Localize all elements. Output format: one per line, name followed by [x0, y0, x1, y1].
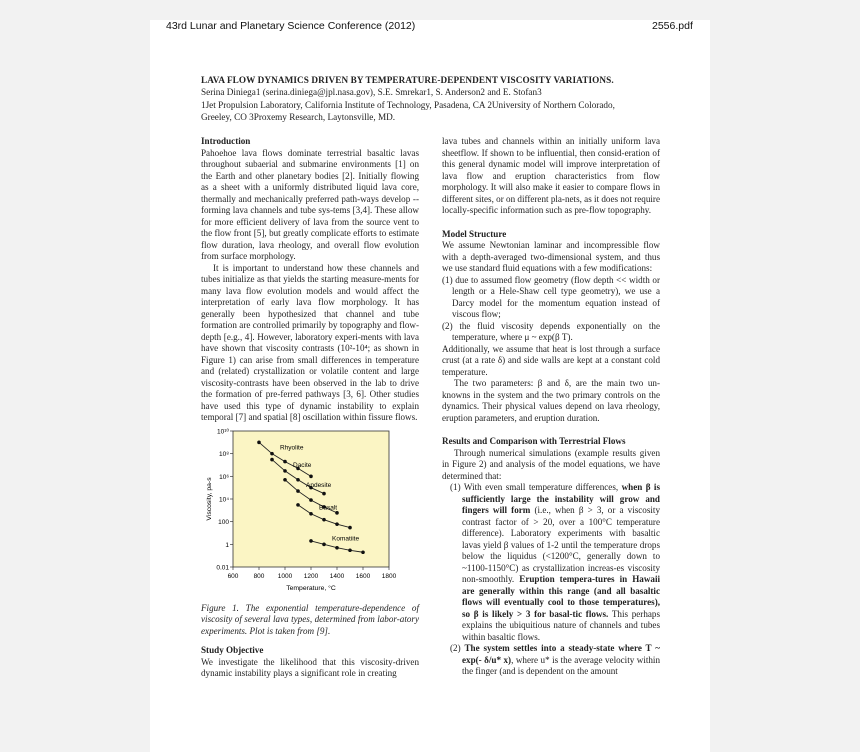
authors-line-2: 1Jet Propulsion Laboratory, California Institute of Technology, Pasadena, CA 2University of Northern Colorado,	[201, 99, 615, 110]
x-tick-label: 1400	[329, 572, 345, 580]
x-tick-label: 1000	[277, 572, 293, 580]
paper-title: LAVA FLOW DYNAMICS DRIVEN BY TEMPERATURE-DEPENDENT VISCOSITY VARIATIONS.	[201, 75, 614, 85]
x-axis-label: Temperature, °C	[286, 584, 336, 592]
data-point	[322, 491, 326, 495]
right-column	[442, 136, 660, 678]
result-1-body: (i.e., when β > 3, or a viscosity contrast factor of > 20, over a 100°C temperature difference). Laboratory experiments with basaltic lavas yield β values of 1-2 until the temperature drops below the liquidus (<1200°C, generally down to ~1100-1150°C) as crystallization increas-es viscosity non-smoothly.	[462, 505, 660, 584]
figure-1	[201, 427, 417, 603]
model-paragraph-1: We assume Newtonian laminar and incompressible flow with a depth-averaged two-dimensional system, and thus we use standard fluid equations with a few modifications:	[442, 240, 660, 273]
data-point	[296, 489, 300, 493]
result-2-lead: (2)	[450, 643, 465, 653]
y-tick-label: 10⁶	[219, 473, 229, 481]
figure-caption: Figure 1. The exponential temperature-dependence of viscosity of several lava types, determined from labor-atory experiments. Plot is taken from [9].	[201, 602, 419, 636]
data-point	[283, 477, 287, 481]
model-paragraph-2: Additionally, we assume that heat is lost through a surface crust (at a rate δ) and side walls are kept at a constant cold temperature.	[442, 343, 660, 377]
model-list-item-1: (1) due to assumed flow geometry (flow depth << width or length or a Hele-Shaw cell type geometry), we use a Darcy model for the momentum equation instead of viscous flow;	[442, 274, 660, 319]
data-point	[348, 525, 352, 529]
data-point	[309, 511, 313, 515]
results-heading: Results and Comparison with Terrestrial Flows	[442, 436, 626, 446]
conference-header: 43rd Lunar and Planetary Science Conference (2012)	[166, 20, 416, 32]
result-2-bold: The system settles into a steady-state where T ~ exp(- δ/u* x)	[462, 643, 660, 665]
x-tick-label: 1600	[355, 572, 371, 580]
data-point	[348, 548, 352, 552]
result-2-body: , where u* is the average velocity within the finger (and is dependent on the amount	[462, 654, 660, 676]
data-point	[283, 469, 287, 473]
authors-line-3: Greeley, CO 3Proxemy Research, Laytonsville, MD.	[201, 111, 396, 122]
data-point	[335, 522, 339, 526]
result-1-tail: This perhaps explains the ubiquitious nature of channels and tubes within basaltic flows.	[462, 608, 660, 642]
viscosity-chart	[201, 427, 417, 603]
series-label: Basalt	[319, 504, 338, 512]
result-item-2	[442, 643, 660, 678]
intro-heading: Introduction	[201, 136, 251, 146]
y-tick-label: 0.01	[216, 564, 229, 571]
x-tick-label: 1200	[303, 572, 319, 580]
data-point	[322, 517, 326, 521]
result-1-bold: when β is sufficiently large the instability will grow and fingers will form	[462, 482, 660, 515]
data-point	[361, 550, 365, 554]
data-point	[335, 545, 339, 549]
authors-line-1: Serina Diniega1 (serina.diniega@jpl.nasa.gov), S.E. Smrekar1, S. Anderson2 and E. Stofan3	[201, 87, 542, 98]
study-heading: Study Objective	[201, 645, 264, 655]
data-point	[270, 451, 274, 455]
x-tick-label: 600	[227, 572, 239, 580]
data-point	[322, 542, 326, 546]
right-paragraph-0: lava tubes and channels within an initially uniform lava sheetflow. If shown to be influential, then consid-eration of this general dynamic model will improve interpretation of lava flow and eruption characteristics from flow morphology. It will also make it easier to compare flows in different sites, or on different pla-nets, as it does not require locally-specific information such as pre-flow topography.	[442, 136, 660, 215]
series-label: Andesite	[306, 481, 332, 489]
x-tick-label: 800	[253, 572, 265, 580]
y-tick-label: 10¹⁰	[216, 428, 229, 435]
model-heading: Model Structure	[442, 228, 507, 239]
x-tick-label: 1800	[381, 572, 397, 580]
model-list-item-2: (2) the fluid viscosity depends exponentially on the temperature, where μ ~ exp(β T).	[442, 320, 660, 342]
y-tick-label: 10⁸	[219, 450, 229, 458]
data-point	[309, 498, 313, 502]
series-label: Rhyolite	[280, 444, 304, 452]
paper-id: 2556.pdf	[652, 20, 693, 32]
series-label: Dacite	[293, 461, 312, 469]
data-point	[296, 477, 300, 481]
result-1-lead: (1) With even small temperature differences,	[450, 482, 622, 492]
result-1-bold-2: Eruption tempera-tures in Hawaii are generally within this range (and all basaltic flows will eventually cool to those temperatures), so β is likely > 3 for basal-tic flows.	[462, 574, 660, 619]
y-tick-label: 100	[218, 518, 229, 526]
y-tick-label: 10⁴	[218, 496, 229, 503]
series-label: Komatiite	[332, 534, 360, 542]
data-point	[270, 457, 274, 461]
data-point	[296, 503, 300, 507]
title-block	[201, 74, 661, 123]
study-paragraph-1: We investigate the likelihood that this viscosity-driven dynamic instability plays a significant role in creating	[201, 656, 419, 678]
data-point	[309, 539, 313, 543]
result-item-1	[442, 482, 660, 643]
left-column	[201, 136, 419, 680]
results-paragraph-1: Through numerical simulations (example results given in Figure 2) and analysis of the model equations, we have determined that:	[442, 447, 660, 481]
y-tick-label: 1	[225, 541, 229, 549]
model-paragraph-3: The two parameters: β and δ, are the main two un-knowns in the system and the two primary controls on the dynamics. Their physical values depend on lava rheology, eruption parameters, and eruption duration.	[442, 378, 660, 423]
intro-paragraph-2: It is important to understand how these channels and tubes initialize as that yields the starting measure-ments for many lava flow evolution models and would affect the interpretation of early lava flow morphology. It has generally been hypothesized that channel and tube formation are controlled primarily by topography and flow-depth [e.g., 4]. However, laboratory experi-ments with lava have shown that viscosity contrasts (10²-10⁴; as shown in Figure 1) can arise from small differences in temperature and (related) crystallization or volatile content and large viscosity-contrasts have been observed in the lab to drive the formation of pre-ferred pathways [3, 6]. Other studies have used this type of dynamic instability to explain temporal [7] and spatial [8] oscillation within fissure flows.	[201, 262, 419, 422]
data-point	[309, 474, 313, 478]
data-point	[283, 459, 287, 463]
intro-paragraph-1: Pahoehoe lava flows dominate terrestrial basaltic lavas throughout subaerial and submarine environments [1] on the Earth and other planetary bodies [2]. Initially flowing as a sheet with a uniformly distributed liquid lava core, thermally and mechanically preferred path-ways develop -- forming lava channels and tube sys-tems [3,4]. These allow for more efficient delivery of lava from the source vent to the flow front [5], but greatly complicate efforts to estimate flow duration, lava rheology, and overall flow evolution from surface morphology.	[201, 147, 419, 261]
data-point	[257, 440, 261, 444]
y-axis-label: Viscosity, pa-s	[206, 476, 213, 521]
